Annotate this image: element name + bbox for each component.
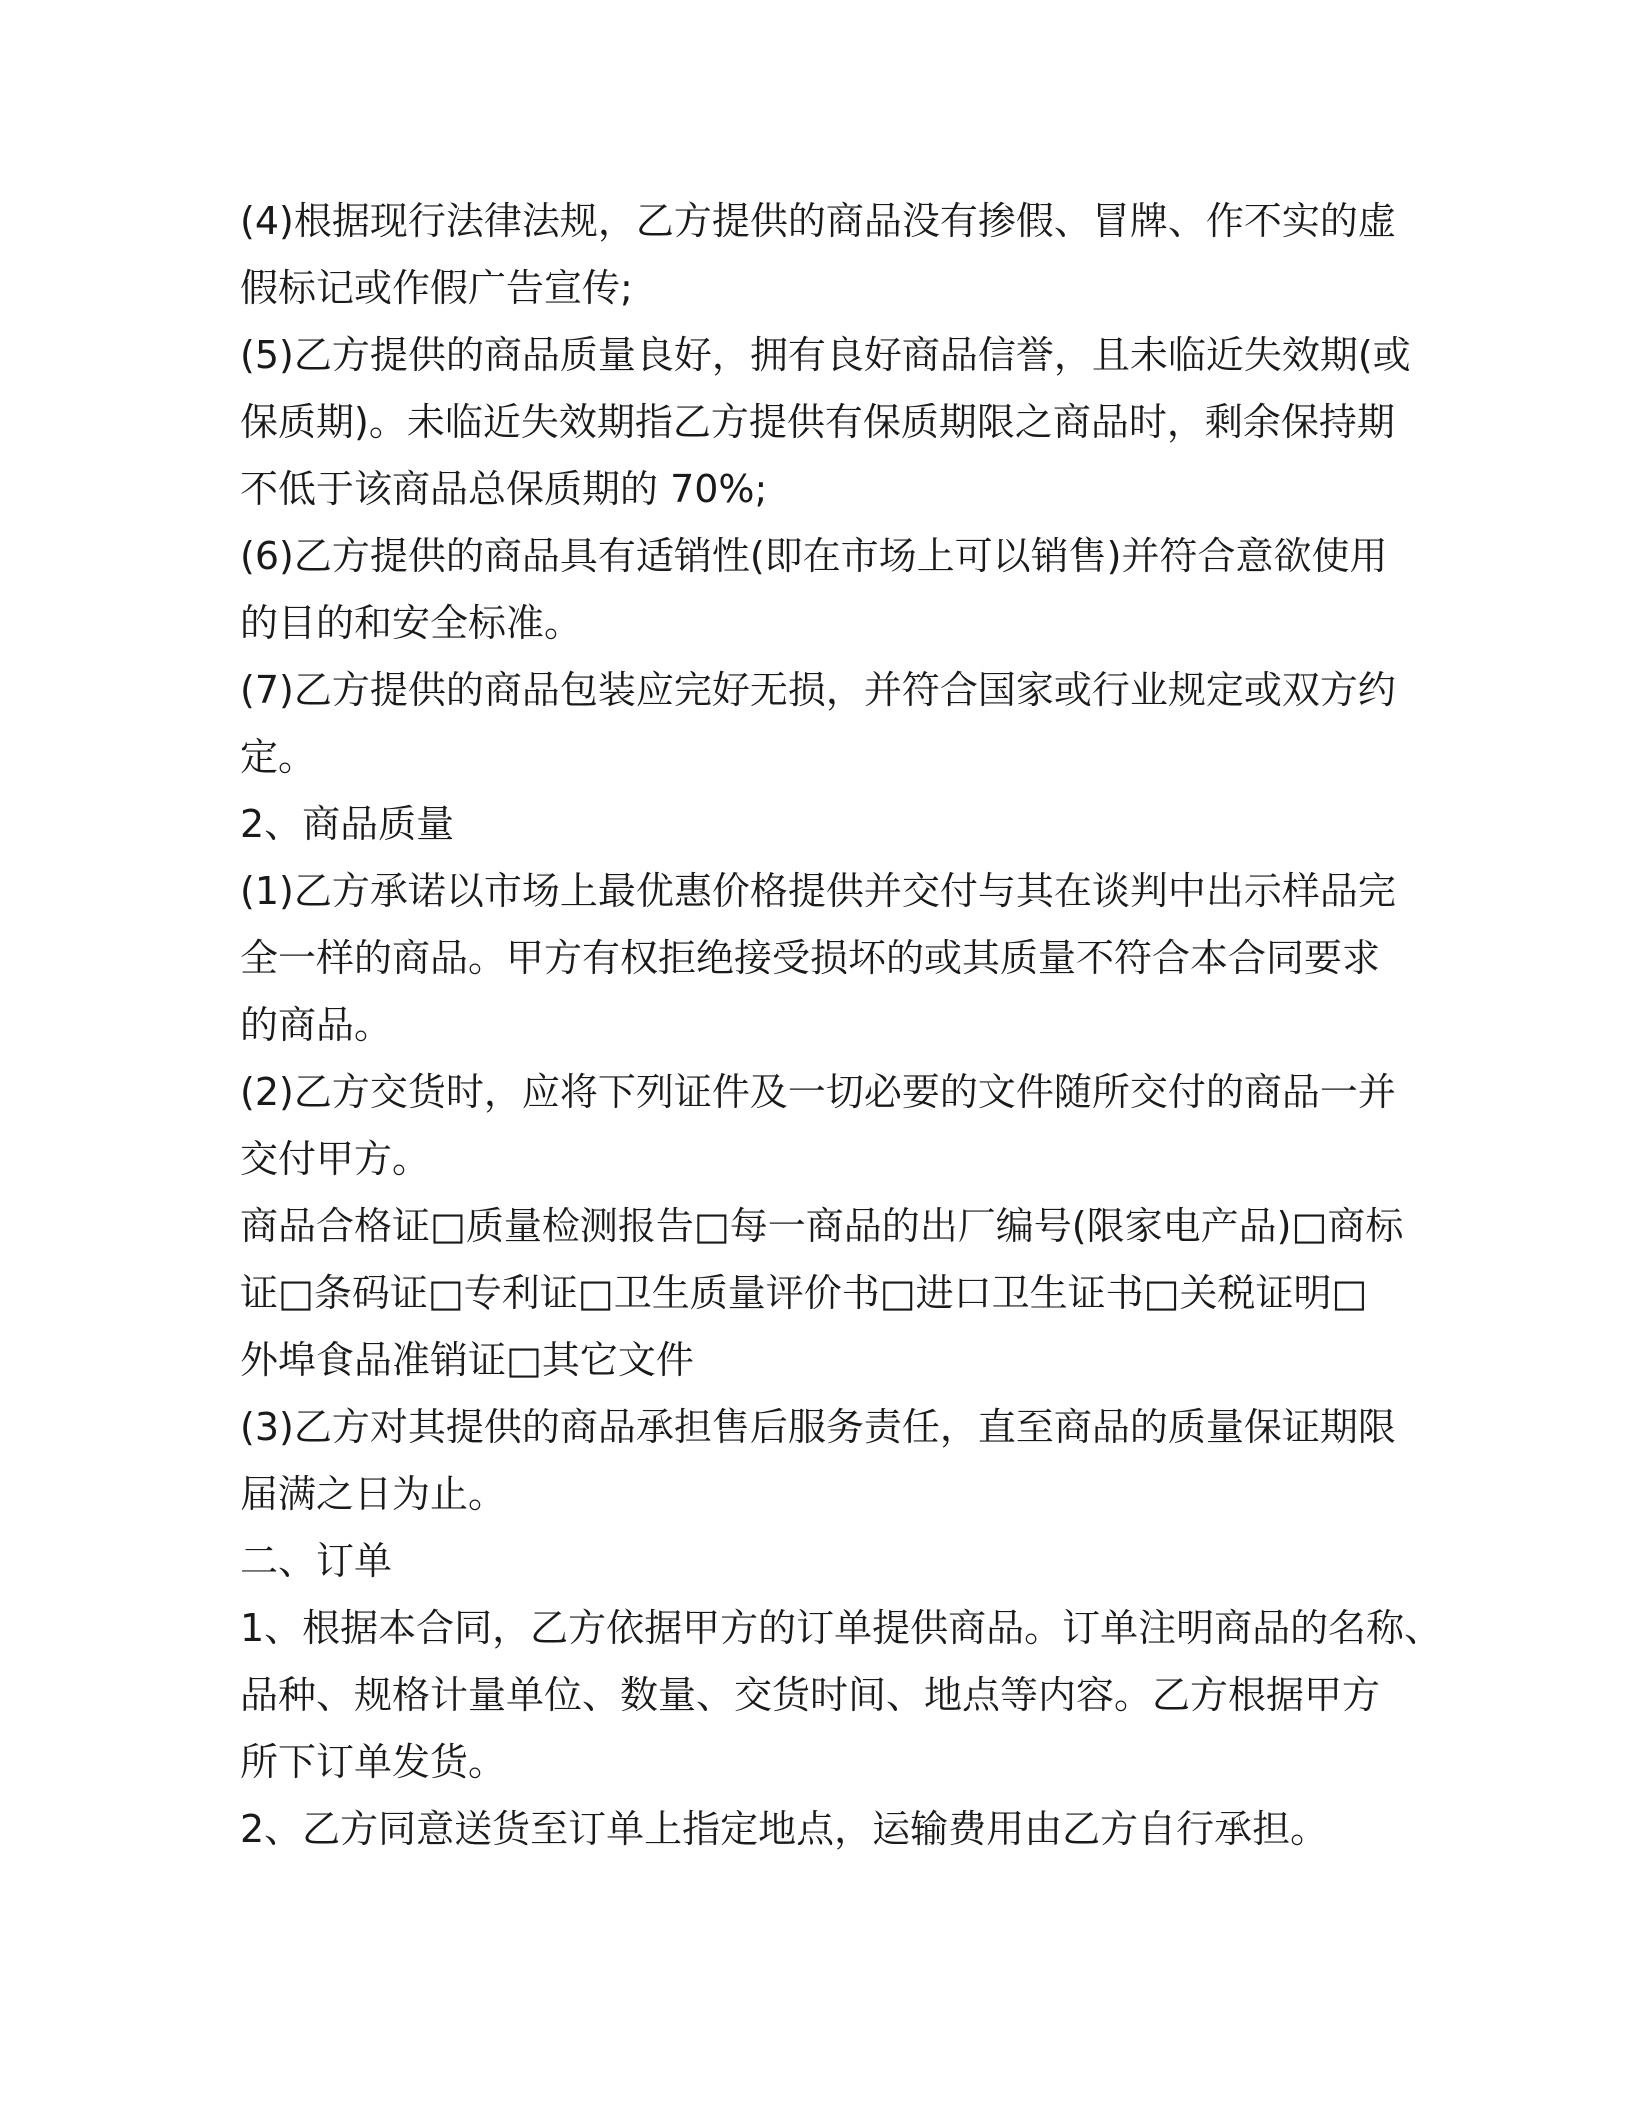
text-line: 所下订单发货。: [240, 1740, 507, 1784]
text-line: 的商品。: [240, 1003, 393, 1047]
text-line: 全一样的商品。甲方有权拒绝接受损坏的或其质量不符合本合同要求: [240, 936, 1381, 980]
text-line: 外埠食品准销证□其它文件: [240, 1338, 694, 1382]
section-heading: 2、商品质量: [240, 802, 455, 846]
text-line: 交付甲方。: [240, 1137, 431, 1181]
text-line: (6)乙方提供的商品具有适销性(即在市场上可以销售)并符合意欲使用: [240, 534, 1388, 578]
text-line: 假标记或作假广告宣传;: [240, 266, 633, 310]
text-line: 商品合格证□质量检测报告□每一商品的出厂编号(限家电产品)□商标: [240, 1204, 1404, 1248]
text-line: 1、根据本合同，乙方依据甲方的订单提供商品。订单注明商品的名称、: [240, 1606, 1443, 1650]
text-line: 证□条码证□专利证□卫生质量评价书□进口卫生证书□关税证明□: [240, 1271, 1368, 1315]
text-line: (3)乙方对其提供的商品承担售后服务责任，直至商品的质量保证期限: [240, 1405, 1396, 1449]
text-line: 保质期)。未临近失效期指乙方提供有保质期限之商品时，剩余保持期: [240, 400, 1395, 444]
text-line: (5)乙方提供的商品质量良好，拥有良好商品信誉，且未临近失效期(或: [240, 333, 1411, 377]
text-line: 届满之日为止。: [240, 1472, 507, 1516]
text-line: (7)乙方提供的商品包装应完好无损，并符合国家或行业规定或双方约: [240, 668, 1396, 712]
text-line: (1)乙方承诺以市场上最优惠价格提供并交付与其在谈判中出示样品完: [240, 869, 1396, 913]
text-line: (2)乙方交货时，应将下列证件及一切必要的文件随所交付的商品一并: [240, 1070, 1396, 1114]
text-line: 2、乙方同意送货至订单上指定地点，运输费用由乙方自行承担。: [240, 1807, 1329, 1851]
text-line: (4)根据现行法律法规，乙方提供的商品没有掺假、冒牌、作不实的虚: [240, 199, 1396, 243]
section-heading: 二、订单: [240, 1539, 393, 1583]
text-line: 不低于该商品总保质期的 70%;: [240, 467, 768, 511]
text-line: 的目的和安全标准。: [240, 601, 583, 645]
text-line: 品种、规格计量单位、数量、交货时间、地点等内容。乙方根据甲方: [240, 1673, 1381, 1717]
document-body: [240, 188, 1443, 1863]
text-line: 定。: [240, 735, 317, 779]
